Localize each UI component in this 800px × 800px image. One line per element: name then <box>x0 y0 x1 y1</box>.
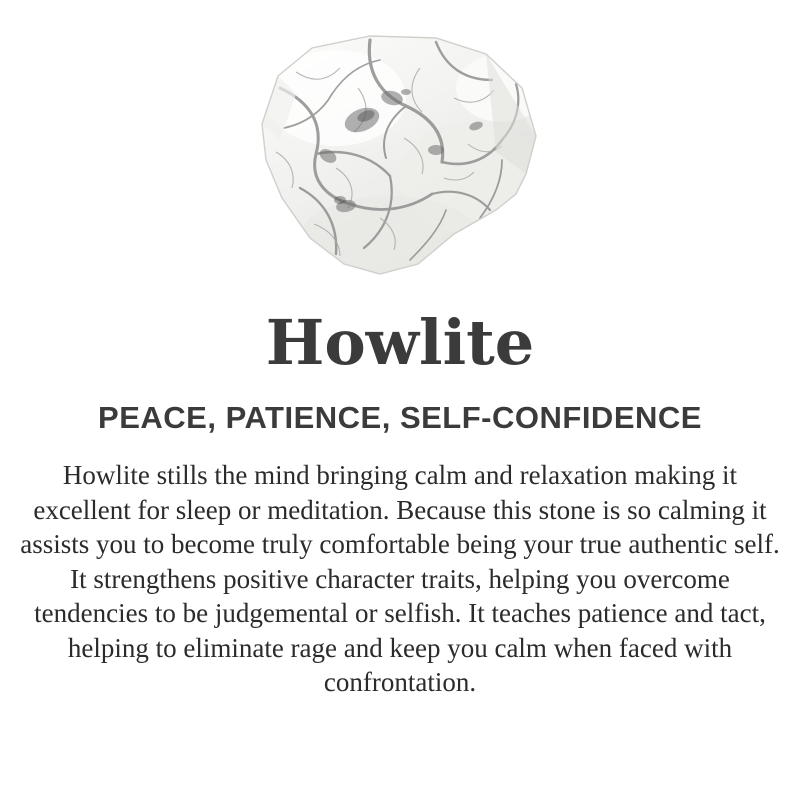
page-title: Howlite <box>265 306 535 379</box>
stone-icon <box>240 28 560 288</box>
description-text: Howlite stills the mind bringing calm and relaxation making it excellent for sleep or meditation. Because this stone is so calming it assists you to become truly comfortable being your true authentic self. It strengthens positive character traits, helping you overcome tendencies to be judgemental or selfish. It teaches patience and tact, helping to eliminate rage and keep you calm when faced with confrontation. <box>20 460 780 698</box>
gemstone-keywords: PEACE, PATIENCE, SELF-CONFIDENCE <box>98 400 702 435</box>
stone-image-area <box>0 0 800 310</box>
howlite-stone-image <box>240 28 560 288</box>
gemstone-description <box>20 458 780 700</box>
